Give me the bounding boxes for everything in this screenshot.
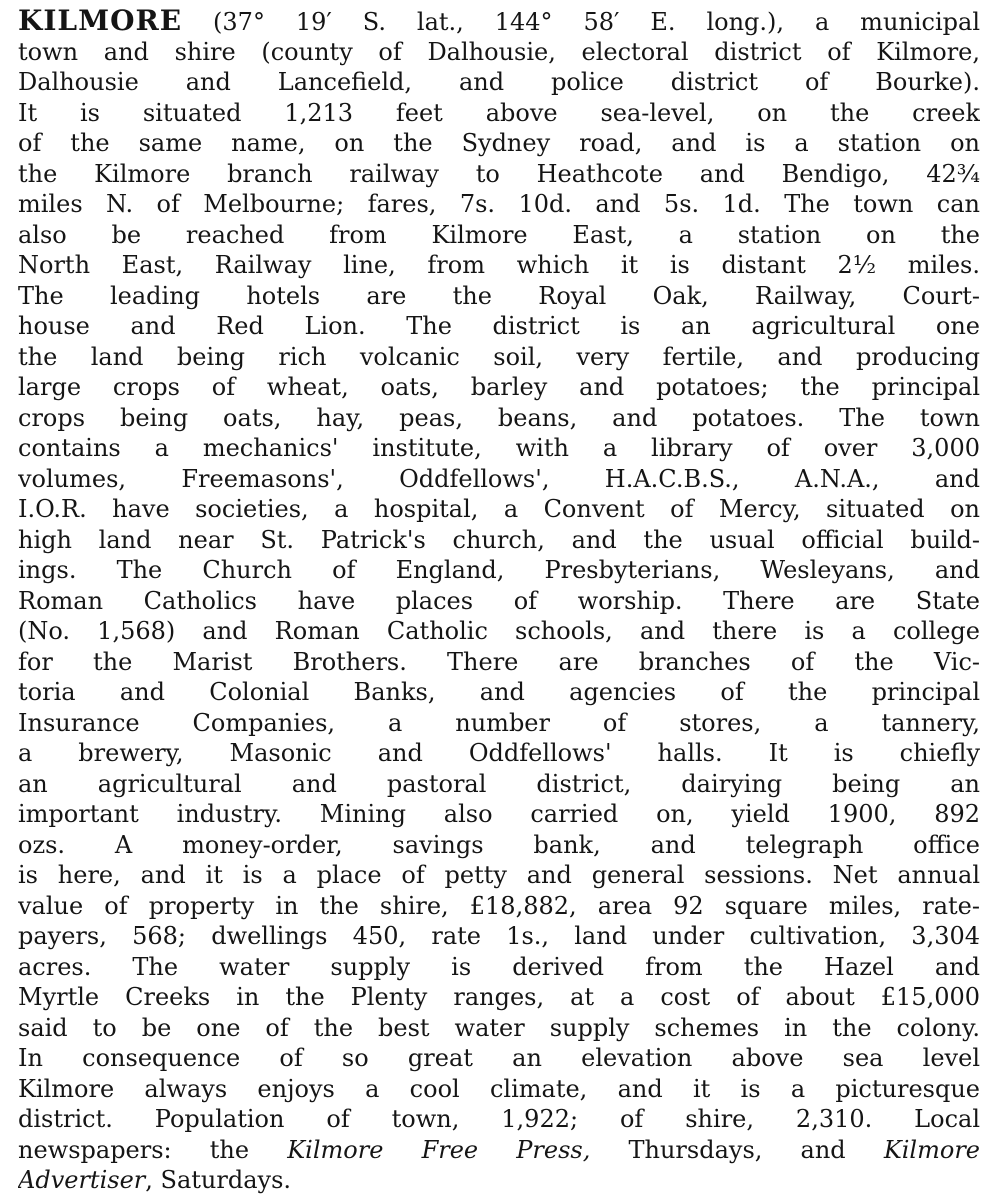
newspapers-between: Thursdays, and [590, 1135, 884, 1164]
text-line-7: miles N. of Melbourne; fares, 7s. 10d. and 5s. 1d. The town can [18, 190, 980, 218]
text-line-31: payers, 568; dwellings 450, rate 1s., land under cultivation, 3,304 [18, 922, 980, 950]
newspaper-kilmore-advertiser-end: Advertiser [18, 1166, 146, 1194]
text-line-3: Dalhousie and Lancefield, and police district of Bourke). [18, 68, 980, 96]
text-line-10: The leading hotels are the Royal Oak, Railway, Court- [18, 281, 980, 310]
text-line-37: district. Population of town, 1,922; of shire, 2,310. Local [18, 1105, 980, 1133]
text-line-4: It is situated 1,213 feet above sea-level, on the creek [18, 98, 980, 127]
text-line-17: I.O.R. have societies, a hospital, a Convent of Mercy, situated on [18, 495, 980, 523]
final-text: , Saturdays. [145, 1166, 292, 1194]
newspapers-lead: newspapers: the [18, 1135, 288, 1164]
text-line-11: house and Red Lion. The district is an agricultural one [18, 312, 980, 340]
text-line-5: of the same name, on the Sydney road, and is a station on [18, 129, 980, 157]
text-line-32: acres. The water supply is derived from the Hazel and [18, 952, 980, 981]
newspaper-kilmore-advertiser-start: Kilmore [883, 1135, 980, 1164]
text-line-18: high land near St. Patrick's church, and the usual official build- [18, 525, 980, 554]
text-line-9: North East, Railway line, from which it is distant 2½ miles. [18, 251, 980, 279]
text-line-21: (No. 1,568) and Roman Catholic schools, and there is a college [18, 617, 980, 645]
text-line-22: for the Marist Brothers. There are branches of the Vic- [18, 647, 980, 676]
text-line-27: important industry. Mining also carried on, yield 1900, 892 [18, 800, 980, 828]
text-line-13: large crops of wheat, oats, barley and potatoes; the principal [18, 373, 980, 401]
text-line-25: a brewery, Masonic and Oddfellows' halls. It is chiefly [18, 739, 980, 767]
text-line-19: ings. The Church of England, Presbyterians, Wesleyans, and [18, 556, 980, 584]
gazetteer-entry [18, 6, 980, 1196]
text-line-20: Roman Catholics have places of worship. There are State [18, 586, 980, 615]
text-line-39 [18, 1165, 980, 1196]
text-line-8: also be reached from Kilmore East, a station on the [18, 220, 980, 249]
text-line-15: contains a mechanics' institute, with a library of over 3,000 [18, 434, 980, 462]
text-line-24: Insurance Companies, a number of stores, a tannery, [18, 708, 980, 737]
text-line-1 [18, 6, 980, 37]
text-line-34: said to be one of the best water supply schemes in the colony. [18, 1013, 980, 1042]
text-line-28: ozs. A money-order, savings bank, and telegraph office [18, 830, 980, 859]
text-line-2: town and shire (county of Dalhousie, electoral district of Kilmore, [18, 37, 980, 66]
text-line-14: crops being oats, hay, peas, beans, and potatoes. The town [18, 403, 980, 432]
page-top-edge [0, 0, 1002, 5]
text-line-16: volumes, Freemasons', Oddfellows', H.A.C.B.S., A.N.A., and [18, 464, 980, 493]
text-line-36: Kilmore always enjoys a cool climate, and it is a picturesque [18, 1074, 980, 1103]
text-line-23: toria and Colonial Banks, and agencies of the principal [18, 678, 980, 706]
text-line-35: In consequence of so great an elevation above sea level [18, 1044, 980, 1072]
text-line-29: is here, and it is a place of petty and general sessions. Net annual [18, 861, 980, 889]
text-line-30: value of property in the shire, £18,882, area 92 square miles, rate- [18, 891, 980, 920]
headword: KILMORE [18, 6, 183, 37]
line-1-text: (37° 19′ S. lat., 144° 58′ E. long.), a municipal [182, 8, 980, 36]
newspaper-kilmore-free-press: Kilmore Free Press, [287, 1135, 591, 1164]
text-line-26: an agricultural and pastoral district, dairying being an [18, 769, 980, 798]
text-line-38 [18, 1135, 980, 1166]
text-line-33: Myrtle Creeks in the Plenty ranges, at a cost of about £15,000 [18, 983, 980, 1011]
text-line-6: the Kilmore branch railway to Heathcote and Bendigo, 42¾ [18, 159, 980, 188]
text-line-12: the land being rich volcanic soil, very fertile, and producing [18, 342, 980, 371]
